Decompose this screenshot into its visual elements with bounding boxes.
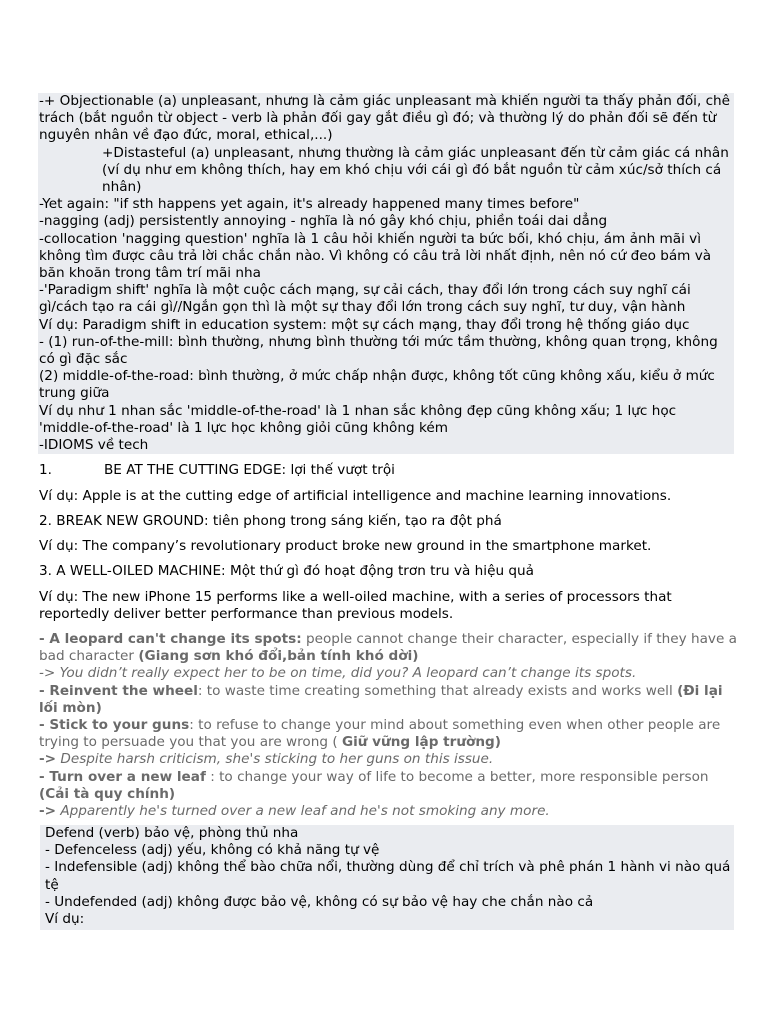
idiom-leaf-example-text: Apparently he's turned over a new leaf and he's not smoking any more. bbox=[56, 803, 550, 820]
idiom-leopard-term: - A leopard can't change its spots: bbox=[39, 631, 302, 647]
notes-vocab-block bbox=[38, 93, 734, 454]
note-nagging-question: -collocation 'nagging question' nghĩa là 1 câu hỏi khiến người ta bức bối, khó chịu, ám ảnh mãi vì không tìm được câu trả lời chắc chắn nào. Vì không có câu trả lời nhất định, nên nó cứ đeo bám và băn khoăn trong tâm trí mãi nha bbox=[39, 230, 712, 282]
idiom-guns-definition: : to refuse to change your mind about something even when other people are trying to persuade you that you are wrong ( bbox=[39, 717, 721, 751]
tech-idiom-3-example: Ví dụ: The new iPhone 15 performs like a well-oiled machine, with a series of processors that reportedly deliver better performance than previous models. bbox=[39, 589, 672, 623]
idiom-leaf-term: - Turn over a new leaf bbox=[39, 768, 206, 785]
idioms-list bbox=[39, 631, 739, 820]
undefended-entry: - Undefended (adj) không được bảo vệ, không có sự bảo vệ hay che chắn nào cả bbox=[45, 893, 594, 910]
indefensible-entry: - Indefensible (adj) không thể bào chữa nổi, thường dùng để chỉ trích và phê phán 1 hành vi nào quá tệ bbox=[45, 859, 731, 893]
idiom-leaf-example bbox=[39, 803, 739, 820]
tech-idiom-1 bbox=[39, 462, 739, 479]
idiom-leopard-definition: people cannot change their character, especially if they have a bad character bbox=[39, 631, 737, 665]
idiom-guns-example bbox=[39, 751, 739, 768]
note-yet-again: -Yet again: "if sth happens yet again, it's already happened many times before" bbox=[39, 196, 580, 213]
idiom-stick-to-guns bbox=[39, 717, 739, 751]
note-nagging: -nagging (adj) persistently annoying - nghĩa là nó gây khó chịu, phiền toái dai dẳng bbox=[39, 213, 608, 230]
idiom-leaf-definition: : to change your way of life to become a better, more responsible person bbox=[205, 768, 709, 785]
arrow-marker: -> bbox=[39, 803, 57, 820]
tech-idiom-2-example: Ví dụ: The company’s revolutionary product broke new ground in the smartphone market. bbox=[39, 538, 652, 554]
note-paradigm-example: Ví dụ: Paradigm shift in education system: một sự cách mạng, thay đổi trong hệ thống giáo dục bbox=[39, 316, 690, 333]
idiom-leopard-vietnamese: (Giang sơn khó đổi,bản tính khó dời) bbox=[138, 648, 419, 665]
note-idioms-heading: -IDIOMS về tech bbox=[39, 437, 149, 454]
arrow-marker: -> bbox=[39, 751, 57, 768]
tech-idiom-3: 3. A WELL-OILED MACHINE: Một thứ gì đó hoạt động trơn tru và hiệu quả bbox=[39, 563, 534, 579]
idiom-wheel-vietnamese: (Đi lại lối mòn) bbox=[39, 682, 723, 716]
defend-word-family-block bbox=[40, 825, 734, 930]
idiom-leaf-vietnamese: (Cải tà quy chính) bbox=[39, 785, 176, 802]
idiom-leopard-example: -> You didn’t really expect her to be on time, did you? A leopard can’t change its spots. bbox=[39, 665, 637, 682]
idiom-leopard bbox=[39, 631, 739, 665]
idiom-guns-term: - Stick to your guns bbox=[39, 717, 190, 734]
tech-idiom-1-text: BE AT THE CUTTING EDGE: lợi thế vượt trội bbox=[103, 462, 395, 478]
idiom-reinvent-wheel bbox=[39, 683, 739, 717]
tech-idiom-1-number: 1. bbox=[39, 462, 52, 478]
idiom-wheel-definition: : to waste time creating something that already exists and works well bbox=[197, 682, 678, 699]
idiom-guns-example-text: Despite harsh criticism, she's sticking to her guns on this issue. bbox=[56, 751, 494, 768]
defend-heading: Defend (verb) bảo vệ, phòng thủ nha bbox=[45, 825, 299, 841]
example-label: Ví dụ: bbox=[45, 911, 85, 928]
idiom-new-leaf bbox=[39, 769, 739, 803]
tech-idiom-2: 2. BREAK NEW GROUND: tiên phong trong sáng kiến, tạo ra đột phá bbox=[39, 513, 502, 529]
note-middle-example: Ví dụ như 1 nhan sắc 'middle-of-the-road' là 1 nhan sắc không đẹp cũng không xấu; 1 lực học 'middle-of-the-road' là 1 lực học không giỏi cũng không kém bbox=[39, 402, 677, 436]
defenceless-entry: - Defenceless (adj) yếu, không có khả năng tự vệ bbox=[45, 842, 380, 859]
note-middle-of-the-road: (2) middle-of-the-road: bình thường, ở mức chấp nhận được, không tốt cũng không xấu, kiểu ở mức trung giữa bbox=[39, 368, 715, 402]
tech-idiom-1-example: Ví dụ: Apple is at the cutting edge of artificial intelligence and machine learning innovations. bbox=[39, 488, 672, 504]
idiom-wheel-term: - Reinvent the wheel bbox=[39, 682, 198, 699]
note-run-of-the-mill: - (1) run-of-the-mill: bình thường, nhưng bình thường tới mức tầm thường, không quan trọng, không có gì đặc sắc bbox=[39, 333, 718, 368]
idiom-guns-vietnamese: Giữ vững lập trường) bbox=[341, 734, 501, 751]
note-paradigm-shift: -'Paradigm shift' nghĩa là một cuộc cách mạng, sự cải cách, thay đổi lớn trong cách suy nghĩ cái gì/cách tạo ra cái gì//Ngắn gọn thì là một sự thay đổi lớn trong cách suy nghĩ, tư duy, vận hành bbox=[39, 282, 691, 316]
note-objectionable: -+ Objectionable (a) unpleasant, nhưng là cảm giác unpleasant mà khiến người ta thấy phản đối, chê trách (bắt nguồn từ object - verb là phản đối gay gắt điều gì đó; và thường lý do phản đối sẽ đến từ nguyên nhân về đạo đức, moral, ethical,...) bbox=[39, 93, 731, 144]
note-distasteful: +Distasteful (a) unpleasant, nhưng thường là cảm giác unpleasant đến từ cảm giác cá nhân (ví dụ như em không thích, hay em khó chịu với cái gì đó bắt nguồn từ cảm xúc/sở thích cá nhân) bbox=[102, 144, 729, 196]
